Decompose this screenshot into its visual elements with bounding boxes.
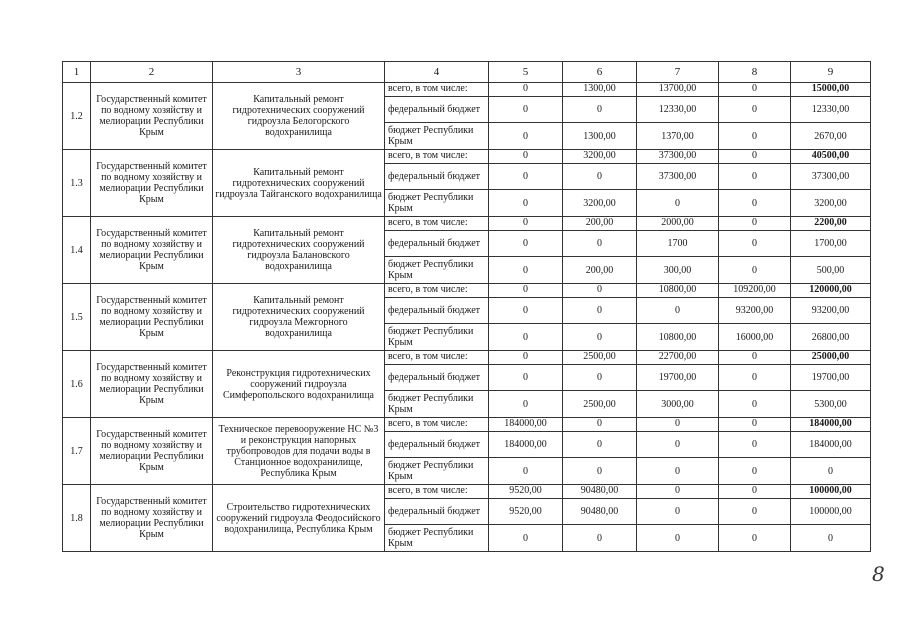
- table-row: [63, 418, 871, 432]
- amount-cell-c6: 2500,00: [563, 351, 637, 365]
- amount-cell-c8: 0: [719, 164, 791, 190]
- amount-cell-c6: 0: [563, 97, 637, 123]
- executor-cell: Государственный комитет по водному хозяйству и мелиорации Республики Крым: [91, 485, 213, 552]
- amount-cell-c5: 0: [489, 231, 563, 257]
- amount-cell-c7: 0: [637, 418, 719, 432]
- row-number: 1.7: [63, 418, 91, 485]
- amount-cell-c7: 0: [637, 298, 719, 324]
- funding-source-label: бюджет Республики Крым: [385, 324, 489, 351]
- amount-cell-c7: 12330,00: [637, 97, 719, 123]
- amount-cell-c5: 184000,00: [489, 432, 563, 458]
- amount-cell-c8: 0: [719, 231, 791, 257]
- funding-source-label: федеральный бюджет: [385, 499, 489, 525]
- amount-cell-c7: 0: [637, 485, 719, 499]
- header-cell: 9: [791, 62, 871, 83]
- amount-cell-c7: 1700: [637, 231, 719, 257]
- amount-cell-c5: 0: [489, 324, 563, 351]
- amount-cell-c5: 0: [489, 391, 563, 418]
- funding-source-label: бюджет Республики Крым: [385, 123, 489, 150]
- header-cell: 6: [563, 62, 637, 83]
- event-cell: Капитальный ремонт гидротехнических сооружений гидроузла Межгорного водохранилища: [213, 284, 385, 351]
- amount-cell-c6: 0: [563, 231, 637, 257]
- row-number: 1.8: [63, 485, 91, 552]
- header-cell: 2: [91, 62, 213, 83]
- amount-cell-c7: 37300,00: [637, 164, 719, 190]
- amount-cell-c8: 0: [719, 83, 791, 97]
- amount-cell-c5: 0: [489, 217, 563, 231]
- amount-cell-c5: 0: [489, 351, 563, 365]
- amount-cell-c5: 0: [489, 284, 563, 298]
- amount-cell-c9: 26800,00: [791, 324, 871, 351]
- header-cell: 1: [63, 62, 91, 83]
- amount-cell-c5: 0: [489, 257, 563, 284]
- event-cell: Капитальный ремонт гидротехнических сооружений гидроузла Тайганского водохранилища: [213, 150, 385, 217]
- amount-cell-c6: 0: [563, 324, 637, 351]
- amount-cell-c9: 37300,00: [791, 164, 871, 190]
- amount-cell-c7: 1370,00: [637, 123, 719, 150]
- header-cell: 8: [719, 62, 791, 83]
- funding-source-label: федеральный бюджет: [385, 298, 489, 324]
- amount-cell-c6: 0: [563, 298, 637, 324]
- amount-cell-c5: 0: [489, 150, 563, 164]
- amount-cell-c8: 0: [719, 432, 791, 458]
- amount-cell-c8: 0: [719, 485, 791, 499]
- event-cell: Капитальный ремонт гидротехнических сооружений гидроузла Белогорского водохранилища: [213, 83, 385, 150]
- executor-cell: Государственный комитет по водному хозяйству и мелиорации Республики Крым: [91, 83, 213, 150]
- funding-source-label: федеральный бюджет: [385, 231, 489, 257]
- header-cell: 7: [637, 62, 719, 83]
- funding-source-label: всего, в том числе:: [385, 217, 489, 231]
- amount-cell-c9: 120000,00: [791, 284, 871, 298]
- amount-cell-c5: 0: [489, 365, 563, 391]
- amount-cell-c6: 0: [563, 365, 637, 391]
- amount-cell-c5: 0: [489, 525, 563, 552]
- event-cell: Строительство гидротехнических сооружений гидроузла Феодосийского водохранилища, Республика Крым: [213, 485, 385, 552]
- amount-cell-c7: 0: [637, 190, 719, 217]
- amount-cell-c5: 0: [489, 190, 563, 217]
- amount-cell-c5: 0: [489, 97, 563, 123]
- budget-table: [62, 61, 871, 552]
- amount-cell-c8: 16000,00: [719, 324, 791, 351]
- amount-cell-c8: 0: [719, 97, 791, 123]
- amount-cell-c9: 40500,00: [791, 150, 871, 164]
- amount-cell-c6: 0: [563, 418, 637, 432]
- amount-cell-c8: 0: [719, 499, 791, 525]
- amount-cell-c9: 2670,00: [791, 123, 871, 150]
- amount-cell-c9: 0: [791, 525, 871, 552]
- amount-cell-c7: 3000,00: [637, 391, 719, 418]
- row-number: 1.5: [63, 284, 91, 351]
- row-number: 1.6: [63, 351, 91, 418]
- funding-source-label: федеральный бюджет: [385, 164, 489, 190]
- executor-cell: Государственный комитет по водному хозяйству и мелиорации Республики Крым: [91, 150, 213, 217]
- amount-cell-c6: 2500,00: [563, 391, 637, 418]
- amount-cell-c7: 10800,00: [637, 324, 719, 351]
- amount-cell-c9: 5300,00: [791, 391, 871, 418]
- amount-cell-c9: 100000,00: [791, 485, 871, 499]
- amount-cell-c8: 93200,00: [719, 298, 791, 324]
- amount-cell-c5: 184000,00: [489, 418, 563, 432]
- amount-cell-c5: 9520,00: [489, 485, 563, 499]
- table-row: [63, 485, 871, 499]
- event-cell: Капитальный ремонт гидротехнических сооружений гидроузла Балановского водохранилища: [213, 217, 385, 284]
- executor-cell: Государственный комитет по водному хозяйству и мелиорации Республики Крым: [91, 284, 213, 351]
- amount-cell-c6: 90480,00: [563, 485, 637, 499]
- amount-cell-c7: 2000,00: [637, 217, 719, 231]
- funding-source-label: федеральный бюджет: [385, 432, 489, 458]
- amount-cell-c9: 1700,00: [791, 231, 871, 257]
- funding-source-label: всего, в том числе:: [385, 485, 489, 499]
- funding-source-label: всего, в том числе:: [385, 150, 489, 164]
- amount-cell-c5: 0: [489, 164, 563, 190]
- amount-cell-c8: 0: [719, 123, 791, 150]
- amount-cell-c5: 0: [489, 298, 563, 324]
- amount-cell-c5: 0: [489, 123, 563, 150]
- table-body: [63, 62, 871, 552]
- amount-cell-c6: 0: [563, 284, 637, 298]
- amount-cell-c8: 109200,00: [719, 284, 791, 298]
- funding-source-label: всего, в том числе:: [385, 418, 489, 432]
- row-number: 1.4: [63, 217, 91, 284]
- amount-cell-c6: 200,00: [563, 257, 637, 284]
- amount-cell-c6: 3200,00: [563, 150, 637, 164]
- amount-cell-c6: 0: [563, 164, 637, 190]
- funding-source-label: всего, в том числе:: [385, 83, 489, 97]
- amount-cell-c9: 12330,00: [791, 97, 871, 123]
- executor-cell: Государственный комитет по водному хозяйству и мелиорации Республики Крым: [91, 351, 213, 418]
- amount-cell-c8: 0: [719, 150, 791, 164]
- funding-source-label: бюджет Республики Крым: [385, 458, 489, 485]
- amount-cell-c8: 0: [719, 418, 791, 432]
- amount-cell-c7: 0: [637, 499, 719, 525]
- amount-cell-c8: 0: [719, 458, 791, 485]
- amount-cell-c9: 3200,00: [791, 190, 871, 217]
- funding-source-label: всего, в том числе:: [385, 284, 489, 298]
- funding-source-label: всего, в том числе:: [385, 351, 489, 365]
- page-number-handwritten: 8: [872, 562, 885, 586]
- amount-cell-c6: 3200,00: [563, 190, 637, 217]
- funding-source-label: бюджет Республики Крым: [385, 190, 489, 217]
- amount-cell-c9: 184000,00: [791, 432, 871, 458]
- table-row: [63, 217, 871, 231]
- row-number: 1.2: [63, 83, 91, 150]
- amount-cell-c9: 25000,00: [791, 351, 871, 365]
- amount-cell-c6: 0: [563, 525, 637, 552]
- header-cell: 4: [385, 62, 489, 83]
- amount-cell-c7: 19700,00: [637, 365, 719, 391]
- amount-cell-c8: 0: [719, 365, 791, 391]
- amount-cell-c9: 184000,00: [791, 418, 871, 432]
- amount-cell-c7: 0: [637, 432, 719, 458]
- amount-cell-c8: 0: [719, 190, 791, 217]
- amount-cell-c5: 0: [489, 83, 563, 97]
- amount-cell-c8: 0: [719, 525, 791, 552]
- table-row: [63, 284, 871, 298]
- amount-cell-c9: 100000,00: [791, 499, 871, 525]
- amount-cell-c7: 22700,00: [637, 351, 719, 365]
- amount-cell-c6: 1300,00: [563, 123, 637, 150]
- funding-source-label: бюджет Республики Крым: [385, 525, 489, 552]
- amount-cell-c7: 13700,00: [637, 83, 719, 97]
- amount-cell-c5: 9520,00: [489, 499, 563, 525]
- event-cell: Техническое перевооружение НС №3 и реконструкция напорных трубопроводов для подачи воды в Станционное водохранилище, Республика Крым: [213, 418, 385, 485]
- header-cell: 5: [489, 62, 563, 83]
- amount-cell-c8: 0: [719, 351, 791, 365]
- amount-cell-c7: 10800,00: [637, 284, 719, 298]
- amount-cell-c6: 0: [563, 458, 637, 485]
- amount-cell-c6: 0: [563, 432, 637, 458]
- amount-cell-c7: 300,00: [637, 257, 719, 284]
- amount-cell-c5: 0: [489, 458, 563, 485]
- amount-cell-c9: 500,00: [791, 257, 871, 284]
- amount-cell-c7: 0: [637, 525, 719, 552]
- header-row: [63, 62, 871, 83]
- amount-cell-c9: 2200,00: [791, 217, 871, 231]
- amount-cell-c7: 37300,00: [637, 150, 719, 164]
- amount-cell-c9: 15000,00: [791, 83, 871, 97]
- funding-source-label: федеральный бюджет: [385, 365, 489, 391]
- event-cell: Реконструкция гидротехнических сооружений гидроузла Симферопольского водохранилища: [213, 351, 385, 418]
- amount-cell-c9: 19700,00: [791, 365, 871, 391]
- table-row: [63, 83, 871, 97]
- executor-cell: Государственный комитет по водному хозяйству и мелиорации Республики Крым: [91, 418, 213, 485]
- row-number: 1.3: [63, 150, 91, 217]
- amount-cell-c8: 0: [719, 217, 791, 231]
- amount-cell-c8: 0: [719, 257, 791, 284]
- amount-cell-c6: 200,00: [563, 217, 637, 231]
- amount-cell-c8: 0: [719, 391, 791, 418]
- funding-source-label: бюджет Республики Крым: [385, 257, 489, 284]
- amount-cell-c7: 0: [637, 458, 719, 485]
- funding-source-label: бюджет Республики Крым: [385, 391, 489, 418]
- table-row: [63, 351, 871, 365]
- executor-cell: Государственный комитет по водному хозяйству и мелиорации Республики Крым: [91, 217, 213, 284]
- table-row: [63, 150, 871, 164]
- amount-cell-c6: 1300,00: [563, 83, 637, 97]
- funding-source-label: федеральный бюджет: [385, 97, 489, 123]
- amount-cell-c9: 0: [791, 458, 871, 485]
- amount-cell-c6: 90480,00: [563, 499, 637, 525]
- amount-cell-c9: 93200,00: [791, 298, 871, 324]
- header-cell: 3: [213, 62, 385, 83]
